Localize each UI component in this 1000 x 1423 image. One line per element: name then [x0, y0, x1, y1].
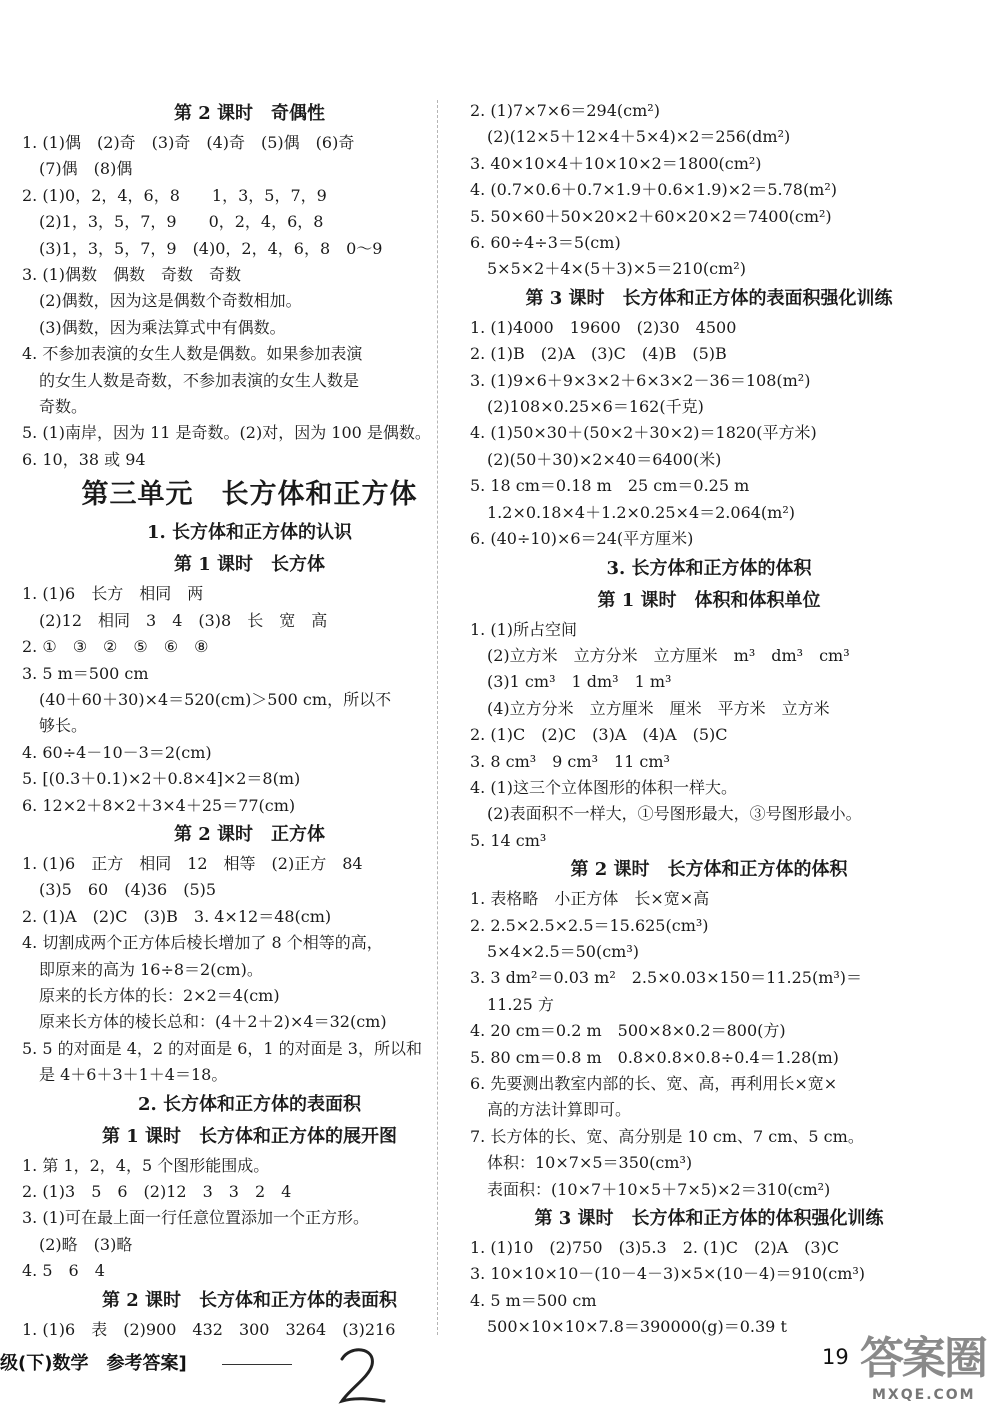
- answer-line: 1. (1)所占空间: [470, 619, 578, 639]
- answer-line: 2. (1)B (2)A (3)C (4)B (5)B: [470, 344, 727, 364]
- answer-line-continued: 体积：10×7×5＝350(cm³): [487, 1153, 693, 1173]
- answer-line: 1. (1)10 (2)750 (3)5.3 2. (1)C (2)A (3)C: [470, 1238, 840, 1258]
- answer-line: 4. 5 6 4: [22, 1261, 105, 1281]
- answer-line-continued: (3)5 60 (4)36 (5)5: [39, 880, 217, 900]
- answer-line: 3. (1)9×6＋9×3×2＋6×3×2－36＝108(m²): [470, 370, 811, 390]
- watermark-site: MXQE.COM: [872, 1387, 976, 1403]
- answer-line-continued: 是 4＋6＋3＋1＋4＝18。: [39, 1065, 228, 1085]
- answer-line-continued: 5×5×2＋4×(5＋3)×5＝210(cm²): [487, 259, 746, 279]
- answer-line-continued: (7)偶 (8)偶: [39, 159, 133, 179]
- answer-line: 1. 第 1，2，4，5 个图形能围成。: [22, 1155, 270, 1175]
- answer-line-continued: 够长。: [39, 716, 88, 736]
- answer-line: 6. 60÷4÷3＝5(cm): [470, 233, 621, 253]
- answer-line: 2. (1)A (2)C (3)B 3. 4×12＝48(cm): [22, 906, 332, 926]
- section-heading: 3. 长方体和正方体的体积: [606, 557, 812, 579]
- lesson-heading: 第 1 课时 长方体: [173, 554, 326, 576]
- lesson-heading: 第 2 课时 长方体和正方体的体积: [570, 859, 848, 881]
- answer-line: 3. (1)偶数 偶数 奇数 奇数: [22, 265, 242, 285]
- handwritten-two-icon: [336, 1345, 388, 1405]
- answer-line-continued: 1.2×0.18×4＋1.2×0.25×4＝2.064(m²): [487, 502, 796, 522]
- answer-line: 6. 10，38 或 94: [22, 449, 146, 469]
- answer-line: 5. 80 cm＝0.8 m 0.8×0.8×0.8÷0.4＝1.28(m): [470, 1047, 839, 1067]
- answer-line-continued: 表面积：(10×7＋10×5＋7×5)×2＝310(cm²): [487, 1179, 831, 1199]
- answer-line: 3. 40×10×4＋10×10×2＝1800(cm²): [470, 153, 762, 173]
- answer-line-continued: (2)立方米 立方分米 立方厘米 m³ dm³ cm³: [487, 645, 850, 665]
- footer-rule: [222, 1364, 292, 1365]
- answer-line: 6. 12×2＋8×2＋3×4＋25＝77(cm): [22, 795, 296, 815]
- answer-line-continued: (2)表面积不一样大，①号图形最大，③号图形最小。: [487, 804, 862, 824]
- answer-line-continued: (4)立方分米 立方厘米 厘米 平方米 立方米: [487, 698, 830, 718]
- answer-line: 1. (1)6 正方 相同 12 相等 (2)正方 84: [22, 853, 363, 873]
- answer-line: 4. 20 cm＝0.2 m 500×8×0.2＝800(方): [470, 1021, 786, 1041]
- answer-line: 3. 5 m＝500 cm: [22, 663, 149, 683]
- answer-line: 5. (1)南岸，因为 11 是奇数。(2)对，因为 100 是偶数。: [22, 423, 431, 443]
- answer-line: 3. 3 dm²＝0.03 m² 2.5×0.03×150＝11.25(m³)＝: [470, 968, 863, 988]
- answer-line: 6. 先要测出教室内部的长、宽、高，再利用长×宽×: [470, 1074, 838, 1093]
- handwritten-mark: [336, 1345, 388, 1405]
- answer-line: 5. 50×60＋50×20×2＋60×20×2＝7400(cm²): [470, 206, 832, 226]
- lesson-heading: 第 2 课时 长方体和正方体的表面积: [101, 1289, 398, 1311]
- answer-line: 3. 8 cm³ 9 cm³ 11 cm³: [470, 751, 670, 771]
- answer-line-continued: 的女生人数是奇数，不参加表演的女生人数是: [39, 370, 360, 390]
- lesson-heading: 第 2 课时 正方体: [173, 823, 326, 845]
- lesson-heading: 第 2 课时 奇偶性: [173, 103, 326, 124]
- answer-line: 1. (1)4000 19600 (2)30 4500: [470, 317, 737, 337]
- answer-line: 5. [(0.3＋0.1)×2＋0.8×4]×2＝8(m): [22, 769, 301, 789]
- answer-line: 2. (1)7×7×6＝294(cm²): [470, 101, 660, 120]
- answer-line: 2. ① ③ ② ⑤ ⑥ ⑧: [22, 637, 209, 657]
- answer-line: 4. (1)这三个立体图形的体积一样大。: [470, 777, 738, 797]
- answer-line-continued: 5×4×2.5＝50(cm³): [487, 941, 640, 961]
- lesson-heading: 第 3 课时 长方体和正方体的表面积强化训练: [525, 287, 893, 309]
- answer-line-continued: (2)1，3，5，7，9 0，2，4，6，8: [39, 212, 324, 232]
- answer-line: 4. 60÷4－10－3＝2(cm): [22, 742, 212, 762]
- answer-line: 2. (1)3 5 6 (2)12 3 3 2 4: [22, 1182, 292, 1201]
- answer-line-continued: 即原来的高为 16÷8＝2(cm)。: [39, 959, 263, 979]
- answer-line: 1. (1)6 表 (2)900 432 300 3264 (3)216: [22, 1319, 396, 1339]
- answer-line-continued: 原来长方体的棱长总和：(4＋2＋2)×4＝32(cm): [39, 1012, 387, 1032]
- answer-line-continued: (2)偶数，因为这是偶数个奇数相加。: [39, 291, 302, 311]
- answer-line-continued: (3)偶数，因为乘法算式中有偶数。: [39, 317, 286, 337]
- page-number: 19: [822, 1345, 849, 1369]
- answer-line: 3. 10×10×10－(10－4－3)×5×(10－4)＝910(cm³): [470, 1264, 866, 1284]
- answer-line: 4. (1)50×30＋(50×2＋30×2)＝1820(平方米): [470, 423, 817, 443]
- answer-line: 2. (1)0，2，4，6，8 1，3，5，7，9: [22, 185, 327, 205]
- answer-line-continued: (2)(50＋30)×2×40＝6400(米): [487, 449, 722, 469]
- answer-line-continued: 11.25 方: [487, 994, 554, 1014]
- answer-line: 1. (1)偶 (2)奇 (3)奇 (4)奇 (5)偶 (6)奇: [22, 133, 355, 152]
- answer-line: 1. 表格略 小正方体 长×宽×高: [470, 889, 710, 909]
- lesson-heading: 第 3 课时 长方体和正方体的体积强化训练: [534, 1208, 884, 1230]
- answer-line-continued: (3)1 cm³ 1 dm³ 1 m³: [487, 672, 672, 692]
- answer-line: 2. (1)C (2)C (3)A (4)A (5)C: [470, 725, 728, 745]
- answer-line: 3. (1)可在最上面一行任意位置添加一个正方形。: [22, 1208, 370, 1228]
- section-heading: 2. 长方体和正方体的表面积: [137, 1093, 362, 1115]
- left-column: [22, 98, 477, 1343]
- lesson-heading: 第 1 课时 长方体和正方体的展开图: [101, 1125, 398, 1147]
- answer-line: 4. 5 m＝500 cm: [470, 1290, 597, 1310]
- column-divider: [437, 100, 439, 1335]
- section-heading: 1. 长方体和正方体的认识: [146, 522, 353, 544]
- answer-line-continued: (2)108×0.25×6＝162(千克): [487, 397, 704, 417]
- answer-line-continued: (2)略 (3)略: [39, 1234, 133, 1254]
- answer-line-continued: 奇数。: [39, 397, 88, 417]
- answer-line-continued: 高的方法计算即可。: [487, 1100, 632, 1120]
- answer-line: 7. 长方体的长、宽、高分别是 10 cm、7 cm、5 cm。: [470, 1126, 864, 1146]
- answer-line: 5. 18 cm＝0.18 m 25 cm＝0.25 m: [470, 476, 750, 496]
- answer-line-continued: (40＋60＋30)×4＝520(cm)＞500 cm，所以不: [39, 689, 392, 709]
- answer-line-continued: (2)(12×5＋12×4＋5×4)×2＝256(dm²): [487, 127, 791, 147]
- answer-line: 5. 14 cm³: [470, 830, 547, 850]
- answer-line-continued: 500×10×10×7.8＝390000(g)＝0.39 t: [487, 1317, 787, 1337]
- answer-line: 5. 5 的对面是 4，2 的对面是 6，1 的对面是 3，所以和: [22, 1038, 422, 1058]
- answer-line: 4. 切割成两个正方体后棱长增加了 8 个相等的高，: [22, 933, 383, 953]
- watermark-logo: 答案圈: [860, 1333, 986, 1384]
- answer-line: 4. 不参加表演的女生人数是偶数。如果参加表演: [22, 344, 363, 364]
- answer-line: 6. (40÷10)×6＝24(平方厘米): [470, 529, 694, 549]
- answer-line-continued: (2)12 相同 3 4 (3)8 长 宽 高: [39, 610, 328, 630]
- lesson-heading: 第 1 课时 体积和体积单位: [597, 589, 821, 611]
- answer-line: 4. (0.7×0.6＋0.7×1.9＋0.6×1.9)×2＝5.78(m²): [470, 180, 838, 200]
- right-column: [470, 98, 948, 1341]
- unit-heading: 第三单元 长方体和正方体: [81, 479, 418, 511]
- answer-line-continued: 原来的长方体的长：2×2＝4(cm): [39, 985, 280, 1005]
- answer-line-continued: (3)1，3，5，7，9 (4)0，2，4，6，8 0～9: [39, 238, 383, 258]
- footer-subject-label: 级(下)数学 参考答案]: [0, 1353, 187, 1374]
- answer-line: 2. 2.5×2.5×2.5＝15.625(cm³): [470, 915, 709, 935]
- answer-line: 1. (1)6 长方 相同 两: [22, 584, 204, 604]
